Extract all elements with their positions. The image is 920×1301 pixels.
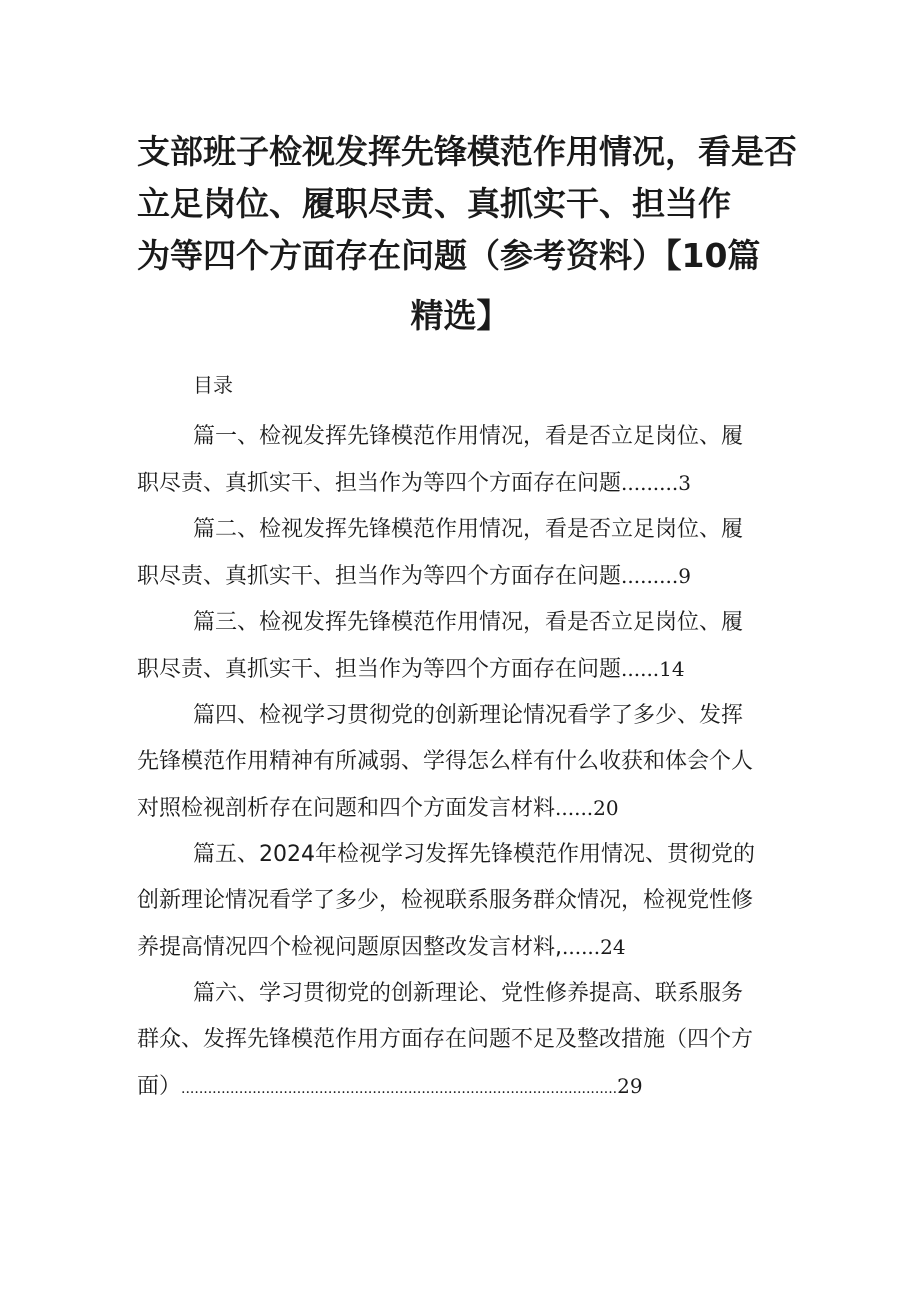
toc-item-text-end (137, 924, 797, 971)
toc-leader-dots: ......... (621, 471, 679, 495)
toc-item-6[interactable] (137, 971, 797, 1112)
toc-item-text: 职尽责、真抓实干、担当作为等四个方面存在问题 (137, 657, 622, 682)
toc-leader-dots: ...... (621, 657, 660, 681)
title-line-3: 为等四个方面存在问题（参考资料）【10篇 (137, 236, 761, 275)
toc-leader-dots: ...... (555, 796, 594, 820)
toc-item-text: 面） (137, 1074, 182, 1099)
toc-item-1[interactable] (137, 414, 797, 507)
toc-page-number: 14 (659, 657, 685, 681)
toc-item-text: 篇五、2024年检视学习发挥先锋模范作用情况、贯彻党的 (193, 842, 755, 867)
toc-item-2[interactable] (137, 507, 797, 600)
toc-item-text: 先锋模范作用精神有所减弱、学得怎么样有什么收获和体会个人 (137, 749, 754, 774)
toc-item-text-end (137, 553, 797, 600)
toc-item-text-end (137, 1063, 797, 1112)
title-line-1: 支部班子检视发挥先锋模范作用情况，看是否 (137, 132, 797, 171)
toc-page-number: 9 (678, 564, 691, 588)
toc-leader-dots: .................................................................................................. (181, 1081, 618, 1097)
toc-page-number: 20 (593, 796, 619, 820)
toc-item-text-end (137, 646, 797, 693)
toc-item-3[interactable] (137, 600, 797, 693)
toc-item-text: 篇四、检视学习贯彻党的创新理论情况看学了多少、发挥 (193, 703, 744, 728)
toc-item-text: 篇三、检视发挥先锋模范作用情况，看是否立足岗位、履 (193, 610, 744, 635)
toc-item-text: 篇六、学习贯彻党的创新理论、党性修养提高、联系服务 (193, 981, 744, 1006)
toc-item-text: 篇二、检视发挥先锋模范作用情况，看是否立足岗位、履 (193, 517, 744, 542)
toc-page-number: 3 (678, 471, 691, 495)
toc-item-text-end (137, 785, 797, 832)
toc-item-text: 群众、发挥先锋模范作用方面存在问题不足及整改措施（四个方 (137, 1027, 754, 1052)
toc-item-text: 职尽责、真抓实干、担当作为等四个方面存在问题 (137, 564, 622, 589)
title-line-4: 精选】 (410, 296, 510, 335)
toc-item-text-end (137, 460, 797, 507)
toc-item-text: 创新理论情况看学了多少，检视联系服务群众情况，检视党性修 (137, 888, 754, 913)
toc-item-4[interactable] (137, 693, 797, 832)
toc-item-text: 对照检视剖析存在问题和四个方面发言材料 (137, 796, 556, 821)
toc-page-number: 24 (600, 935, 626, 959)
document-title (137, 126, 797, 282)
toc-leader-dots: ...... (562, 935, 601, 959)
toc-page-number: 29 (617, 1074, 643, 1098)
toc-leader-dots: ......... (621, 564, 679, 588)
toc-item-5[interactable] (137, 832, 797, 971)
toc-item-text: 篇一、检视发挥先锋模范作用情况，看是否立足岗位、履 (193, 424, 744, 449)
table-of-contents (137, 414, 797, 1112)
title-line-2: 立足岗位、履职尽责、真抓实干、担当作 (137, 184, 731, 223)
toc-item-text: 养提高情况四个检视问题原因整改发言材料, (137, 935, 562, 960)
toc-item-text: 职尽责、真抓实干、担当作为等四个方面存在问题 (137, 471, 622, 496)
toc-heading: 目录 (193, 373, 233, 397)
